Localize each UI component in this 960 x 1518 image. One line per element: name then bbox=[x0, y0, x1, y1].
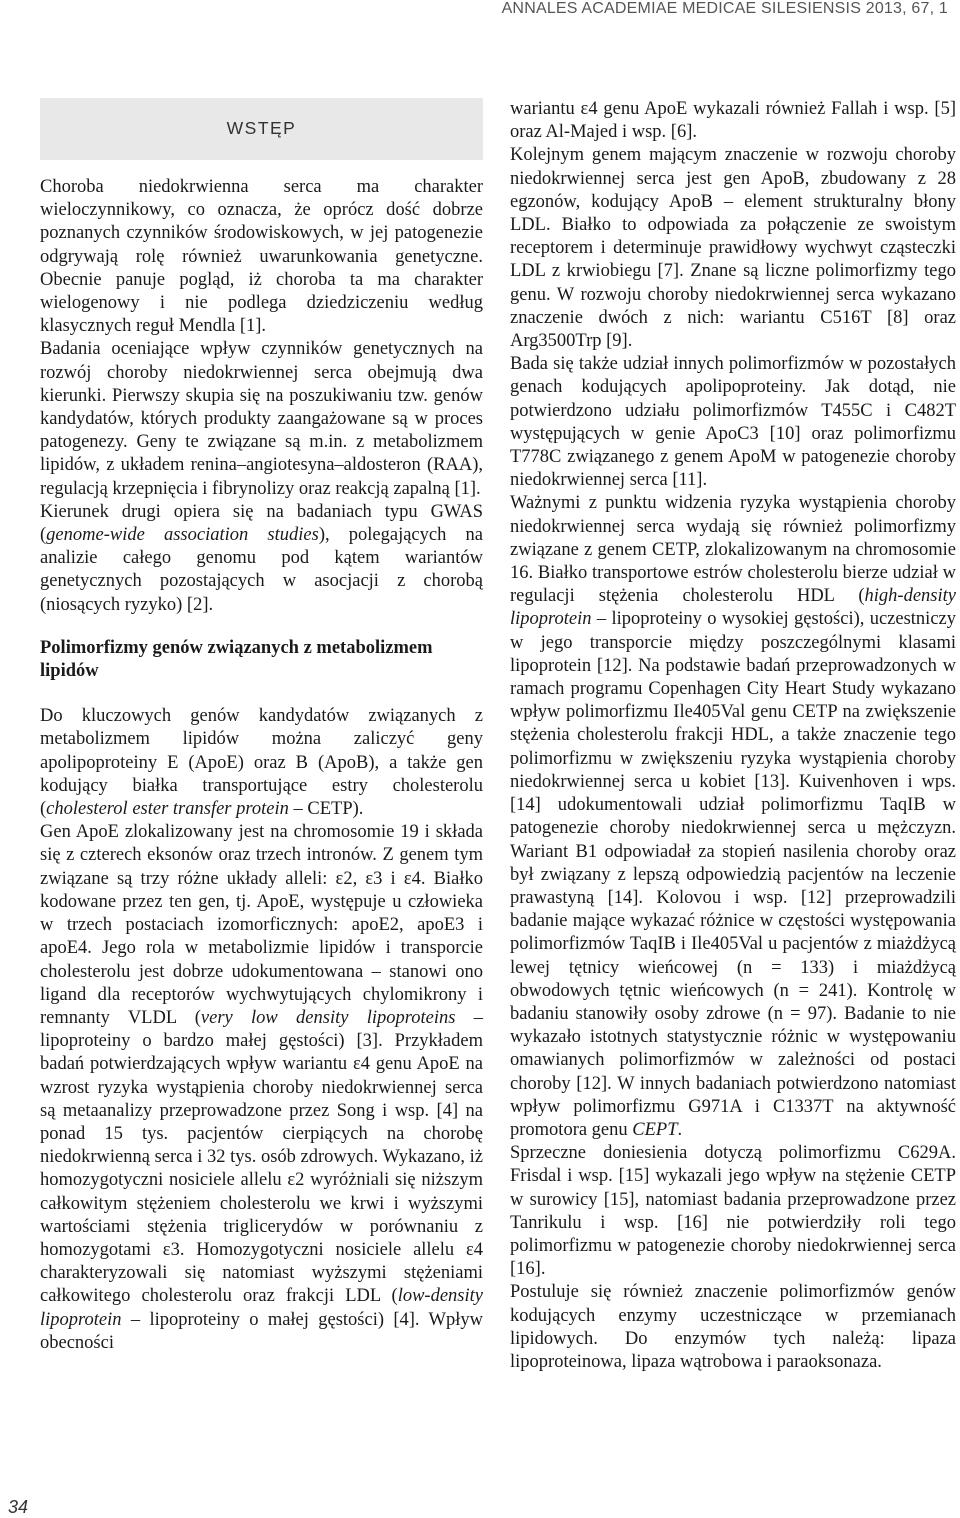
apob-paragraph: Kolejnym genem mającym znaczenie w rozwoju choroby niedokrwiennej serca jest gen ApoB, zbudowany z 28 egzonów, kodujący ApoB – element strukturalny błony LDL. Białko to odpowiada za połączenie ze swoistym receptorem i determinuje prawidłowy wychwyt cząsteczki LDL z krwiobiegu [7]. Znane są liczne polimorfizmy tego genu. W rozwoju choroby niedokrwiennej serca wykazano znaczenie dwóch z nich: wariantu C516T [8] oraz Arg3500Trp [9]. bbox=[510, 145, 956, 352]
right-column bbox=[510, 98, 956, 1374]
hdl-term: high-density lipoprotein bbox=[510, 586, 956, 630]
cetp-term: cholesterol ester transfer protein bbox=[46, 799, 289, 820]
intro-paragraph-1: Choroba niedokrwienna serca ma charakter wieloczynnikowy, co oznacza, że oprócz dość dobrze poznanych czynników środowiskowych, w jej patogenezie odgrywają rolę również uwarunkowania genetyczne. Obecnie panuje pogląd, iż choroba ta ma charakter wielogenowy i nie podlega dziedziczeniu według klasycznych reguł Mendla [1]. bbox=[40, 177, 483, 337]
intro-paragraph-2: Badania oceniające wpływ czynników genetycznych na rozwój choroby niedokrwiennej serca obejmują dwa kierunki. Pierwszy skupia się na poszukiwaniu tzw. genów kandydatów, których produkty zaangażowane są w proces patogenezy. Geny te związane są m.in. z metabolizmem lipidów, z układem renina–angiotesyna–aldosteron (RAA), regulacją krzepnięcia i fibrynolizy oraz reakcją zapalną [1]. bbox=[40, 339, 483, 499]
lipid-paragraph-1: Do kluczowych genów kandydatów związanych z metabolizmem lipidów można zaliczyć geny apolipoproteiny E (ApoE) oraz B (ApoB), a także gen kodujący białka transportujące estry cholesterolu (cholesterol ester transfer protein – CETP). bbox=[40, 706, 483, 820]
cetp-paragraph: Ważnymi z punktu widzenia ryzyka wystąpienia choroby niedokrwiennej serca wydają się również polimorfizmy związane z genem CETP, zlokalizowanym na chromosomie 16. Białko transportowe estrów cholesterolu bierze udział w regulacji stężenia cholesterolu HDL (high-density lipoprotein – lipoproteiny o wysokiej gęstości), uczestniczy w jego transporcie między poszczególnymi klasami lipoprotein [12]. Na podstawie badań przeprowadzonych w ramach programu Copenhagen City Heart Study wykazano wpływ polimorfizmu Ile405Val genu CETP na zwiększenie stężenia cholesterolu frakcji HDL, a także znaczenie tego polimorfizmu w zwiększeniu ryzyka wystąpienia choroby niedokrwiennej serca u kobiet [13]. Kuivenhoven i wps. [14] udokumentowali udział polimorfizmu TaqIB w patogenezie choroby niedokrwiennej serca u mężczyzn. Wariant B1 odpowiadał za stopień nasilenia choroby oraz był związany z lepszą odpowiedzią pacjentów na leczenie prawastyną [14]. Kolovou i wsp. [12] przeprowadzili badanie mające wykazać różnice w częstości występowania polimorfizmów TaqIB i Ile405Val u pacjentów z miażdżycą lewej tętnicy wieńcowej (n = 133) i miażdżycą obwodowych tętnic wieńcowych (n = 241). Kontrolę w badaniu stanowiły osoby zdrowe (n = 97). Badanie to nie wykazało istotnych statystycznie różnic w występowaniu omawianych polimorfizmów w zależności od postaci choroby [12]. W innych badaniach potwierdzono natomiast wpływ polimorfizmu G971A i C1337T na aktywność promotora genu CEPT. bbox=[510, 493, 956, 1140]
apoe-paragraph: Gen ApoE zlokalizowany jest na chromosomie 19 i składa się z czterech eksonów oraz trzech intronów. Z genem tym związane są trzy różne układy alleli: ε2, ε3 i ε4. Białko kodowane przez ten gen, tj. ApoE, występuje u człowieka w trzech postaciach izomorficznych: apoE2, apoE3 i apoE4. Jego rola w metabolizmie lipidów i transporcie cholesterolu jest dobrze udokumentowana – stanowi ono ligand dla receptorów wychwytujących chylomikrony i remnanty VLDL (very low density lipoproteins – lipoproteiny o bardzo małej gęstości) [3]. Przykładem badań potwierdzających wpływ wariantu ε4 genu ApoE na wzrost ryzyka wystąpienia choroby niedokrwiennej serca są metaanalizy przeprowadzone przez Song i wsp. [4] na ponad 15 tys. pacjentów cierpiących na chorobę niedokrwienną serca i 32 tys. osób zdrowych. Wykazano, iż homozygotyczni nosiciele allelu ε2 wyróżniali się niższym całkowitym stężeniem cholesterolu we krwi i wyższymi wartościami stężenia triglicerydów w porównaniu z homozygotami ε3. Homozygotyczni nosiciele allelu ε4 charakteryzowali się natomiast wyższymi stężeniami całkowitego cholesterolu oraz frakcji LDL (low-density lipoprotein – lipoproteiny o małej gęstości) [4]. Wpływ obecności bbox=[40, 822, 484, 1353]
apolipoprotein-paragraph: Bada się także udział innych polimorfizmów w pozostałych genach kodujących apolipoproteiny. Jak dotąd, nie potwierdzono udziału polimorfizmów T455C i C482T występujących w genie ApoC3 [10] oraz polimorfizmu T778C związanego z genem ApoM w patogenezie choroby niedokrwiennej serca [11]. bbox=[510, 354, 956, 491]
section-title: WSTĘP bbox=[226, 118, 297, 138]
enzymes-paragraph: Postuluje się również znaczenie polimorfizmów genów kodujących enzymy uczestniczące w przemianach lipidowych. Do enzymów tych należą: lipaza lipoproteinowa, lipaza wątrobowa i paraoksonaza. bbox=[510, 1282, 956, 1372]
vldl-term: very low density lipoproteins bbox=[200, 1007, 456, 1028]
ldl-term: low-density lipoprotein bbox=[40, 1286, 483, 1330]
left-column bbox=[40, 98, 483, 1355]
right-paragraph-1: wariantu ε4 genu ApoE wykazali również Fallah i wsp. [5] oraz Al-Majed i wsp. [6]. bbox=[510, 99, 956, 143]
c629a-paragraph: Sprzeczne doniesienia dotyczą polimorfizmu C629A. Frisdal i wsp. [15] wykazali jego wpływ na stężenie CETP w surowicy [15], natomiast badania przeprowadzone przez Tanrikulu i wsp. [16] nie potwierdziły roli tego polimorfizmu w patogenezie choroby niedokrwiennej serca [16]. bbox=[510, 1143, 956, 1280]
journal-running-header: ANNALES ACADEMIAE MEDICAE SILESIENSIS 2013, 67, 1 bbox=[501, 0, 948, 17]
gwas-term: genome-wide association studies bbox=[46, 525, 319, 546]
subsection-heading: Polimorfizmy genów związanych z metabolizmem lipidów bbox=[40, 637, 433, 682]
cept-term: CEPT bbox=[632, 1119, 678, 1140]
page-number: 34 bbox=[8, 1497, 29, 1517]
intro-paragraph-3: Kierunek drugi opiera się na badaniach typu GWAS (genome-wide association studies), polegających na analizie całego genomu pod kątem wariantów genetycznych pozostających w asocjacji z chorobą (niosących ryzyko) [2]. bbox=[40, 501, 483, 615]
section-title-band bbox=[40, 98, 483, 160]
